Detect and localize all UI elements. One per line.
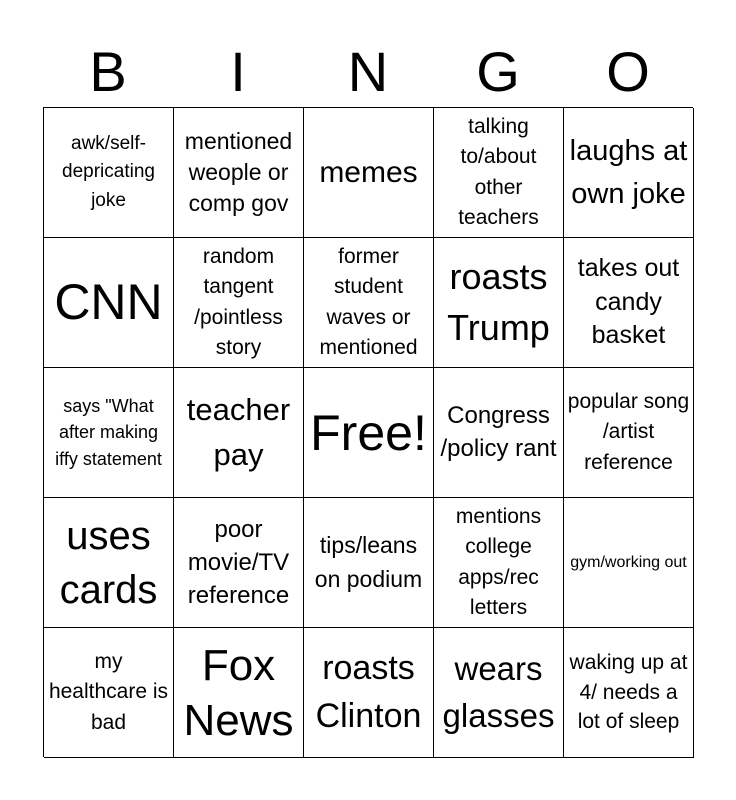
cell-label: awk/self-depricating joke: [62, 132, 155, 211]
header-letter-b: B: [89, 40, 127, 103]
cell-label: CNN: [54, 274, 163, 330]
bingo-cell-r3-c2[interactable]: [304, 498, 434, 628]
bingo-cell-r1-c3[interactable]: [434, 238, 564, 368]
cell-label: says "What after making iffy statement: [55, 396, 162, 469]
cell-label: Fox News: [183, 640, 294, 745]
bingo-cell-r0-c4[interactable]: [564, 108, 694, 238]
bingo-cell-r0-c2[interactable]: [304, 108, 434, 238]
cell-label: Congress /policy rant: [440, 402, 557, 462]
cell-label: mentions college apps/rec letters: [455, 504, 542, 619]
bingo-cell-r1-c2[interactable]: [304, 238, 434, 368]
bingo-cell-r4-c2[interactable]: [304, 628, 434, 758]
bingo-cell-r4-c0[interactable]: [44, 628, 174, 758]
cell-label: waking up at 4/ needs a lot of sleep: [569, 651, 688, 734]
bingo-header: [43, 40, 693, 104]
cell-label: laughs at own joke: [569, 135, 688, 210]
bingo-cell-r2-c0[interactable]: [44, 368, 174, 498]
bingo-cell-r0-c3[interactable]: [434, 108, 564, 238]
cell-label: memes: [319, 155, 418, 189]
cell-label: mentioned weople or comp gov: [184, 127, 293, 217]
cell-label: uses cards: [59, 513, 158, 612]
bingo-cell-r3-c3[interactable]: [434, 498, 564, 628]
cell-label: popular song /artist reference: [567, 389, 690, 474]
bingo-cell-r3-c4[interactable]: [564, 498, 694, 628]
cell-label: talking to/about other teachers: [458, 114, 539, 229]
cell-label: former student waves or mentioned: [319, 244, 418, 359]
cell-label: gym/working out: [570, 553, 687, 571]
bingo-cell-r2-c3[interactable]: [434, 368, 564, 498]
bingo-cell-free[interactable]: [304, 368, 434, 498]
bingo-cell-r4-c1[interactable]: [174, 628, 304, 758]
cell-label: roasts Clinton: [315, 648, 422, 735]
bingo-cell-r0-c0[interactable]: [44, 108, 174, 238]
bingo-cell-r1-c4[interactable]: [564, 238, 694, 368]
cell-label: roasts Trump: [447, 256, 550, 348]
bingo-cell-r2-c1[interactable]: [174, 368, 304, 498]
bingo-cell-r3-c0[interactable]: [44, 498, 174, 628]
cell-label: poor movie/TV reference: [187, 515, 290, 610]
bingo-cell-r0-c1[interactable]: [174, 108, 304, 238]
bingo-board: [43, 107, 693, 757]
header-letter-i: I: [230, 40, 246, 103]
cell-label: random tangent /pointless story: [194, 244, 283, 359]
bingo-cell-r4-c4[interactable]: [564, 628, 694, 758]
cell-label: wears glasses: [442, 650, 555, 734]
header-letter-o: O: [606, 40, 650, 103]
free-space-label: Free!: [310, 404, 427, 461]
header-letter-g: G: [476, 40, 520, 103]
bingo-cell-r1-c1[interactable]: [174, 238, 304, 368]
header-letter-n: N: [347, 40, 389, 103]
cell-label: tips/leans on podium: [314, 532, 423, 592]
cell-label: teacher pay: [186, 391, 291, 472]
bingo-cell-r3-c1[interactable]: [174, 498, 304, 628]
bingo-cell-r1-c0[interactable]: [44, 238, 174, 368]
bingo-cell-r4-c3[interactable]: [434, 628, 564, 758]
cell-label: takes out candy basket: [577, 253, 680, 350]
cell-label: my healthcare is bad: [48, 649, 169, 734]
bingo-cell-r2-c4[interactable]: [564, 368, 694, 498]
